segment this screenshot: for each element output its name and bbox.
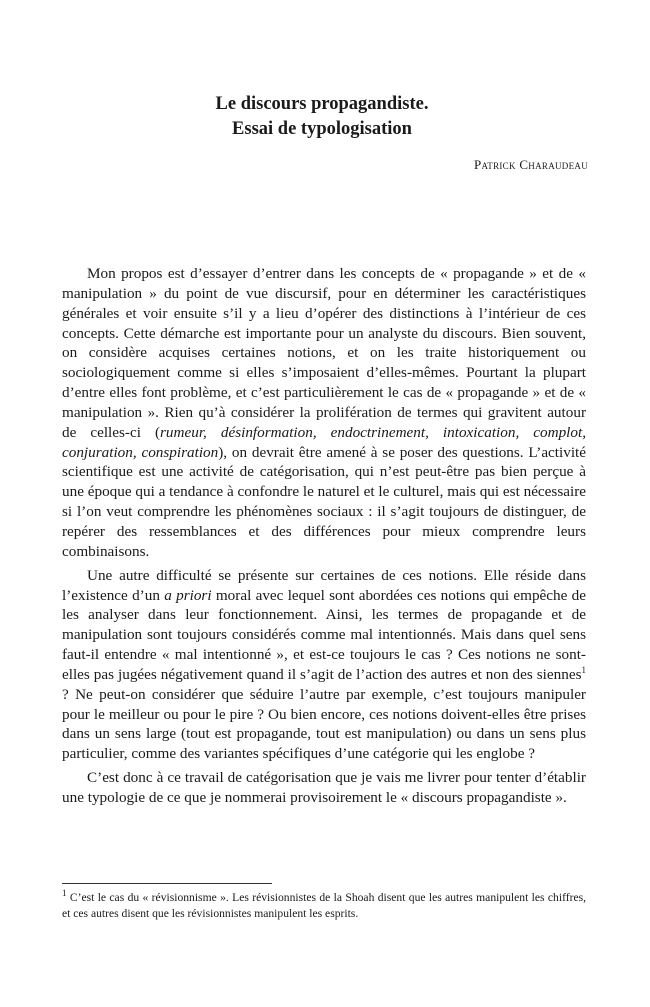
paragraph-2: [62, 566, 586, 764]
title-line-1: Le discours propagandiste.: [215, 94, 429, 114]
title-line-2: Essai de typologisation: [232, 119, 412, 139]
paragraph-2-italic-term: a priori: [164, 586, 212, 604]
paragraph-3: C’est donc à ce travail de catégorisation que je vais me livrer pour tenter d’établir une typologie de ce que je nommerai provisoirement le « discours propagandiste ».: [62, 769, 586, 806]
author-name: Patrick Charaudeau: [473, 157, 588, 172]
footnote-number: 1: [62, 888, 67, 899]
paragraph-2-text-a: Une autre difficulté se présente sur certaines de ces notions. Elle réside dans l’existence d’un: [62, 566, 586, 604]
paragraph-1-text-a: Mon propos est d’essayer d’entrer dans les concepts de « propagande » et de « manipulation » du point de vue discursif, pour en déterminer les caractéristiques générales et voir ensuite s’il y a lieu d’opérer des distinctions à l’intérieur de ces concepts. Cette démarche est importante pour un analyste du discours. Bien souvent, on considère acquises certaines notions, et on les traite historiquement ou sociologiquement comme si elles s’imposaient d’elles-mêmes. Pourtant la plupart d’entre elles font problème, et c’est particulièrement le cas de « propagande » et de « manipulation ». Rien qu’à considérer la prolifération de termes qui gravitent autour de celles-ci (: [62, 265, 586, 441]
paragraph-1-text-b: ), on devrait être amené à se poser des questions. L’activité scientifique est une activité de catégorisation, qui n’est peut-être pas bien perçue à une époque qui a tendance à confondre le naturel et le culturel, mais qui est nécessaire si l’on veut comprendre les phénomènes sociaux : il s’agit toujours de distinguer, de repérer des ressemblances et des différences pour mieux comprendre leurs combinaisons.: [62, 443, 587, 560]
paragraph-2-text-c: ? Ne peut-on considérer que séduire l’autre par exemple, c’est toujours manipuler pour le meilleur ou pour le pire ? Ou bien encore, ces notions doivent-elles être prises dans un sens large (tout est propagande, tout est manipulation) ou dans un sens plus particulier, comme des variantes spécifiques d’une catégorie qui les englobe ?: [62, 685, 586, 763]
paragraph-1-italic-terms: rumeur, désinformation, endoctrinement, intoxication, complot, conjuration, conspiration: [62, 423, 587, 461]
footnote-separator: [62, 883, 272, 884]
paragraph-2-text-b: moral avec lequel sont abordées ces notions qui empêche de les analyser dans leur fonctionnement. Ainsi, les termes de propagande et de manipulation sont toujours considérés comme mal intentionnés. Mais dans quel sens faut-il entendre « mal intentionné », et est-ce toujours le cas ? Ces notions ne sont-elles pas jugées négativement quand il s’agit de l’action des autres et non des siennes: [62, 586, 586, 683]
paragraph-1: [62, 264, 586, 562]
article-body: [62, 264, 586, 812]
footnote-reference[interactable]: 1: [581, 664, 586, 675]
footnote-text: C’est le cas du « révisionnisme ». Les révisionnistes de la Shoah disent que les autres manipulent les chiffres, et ces autres disent que les révisionnistes manipulent les esprits.: [62, 891, 586, 920]
footnote: [62, 890, 586, 922]
article-title: [62, 92, 582, 142]
